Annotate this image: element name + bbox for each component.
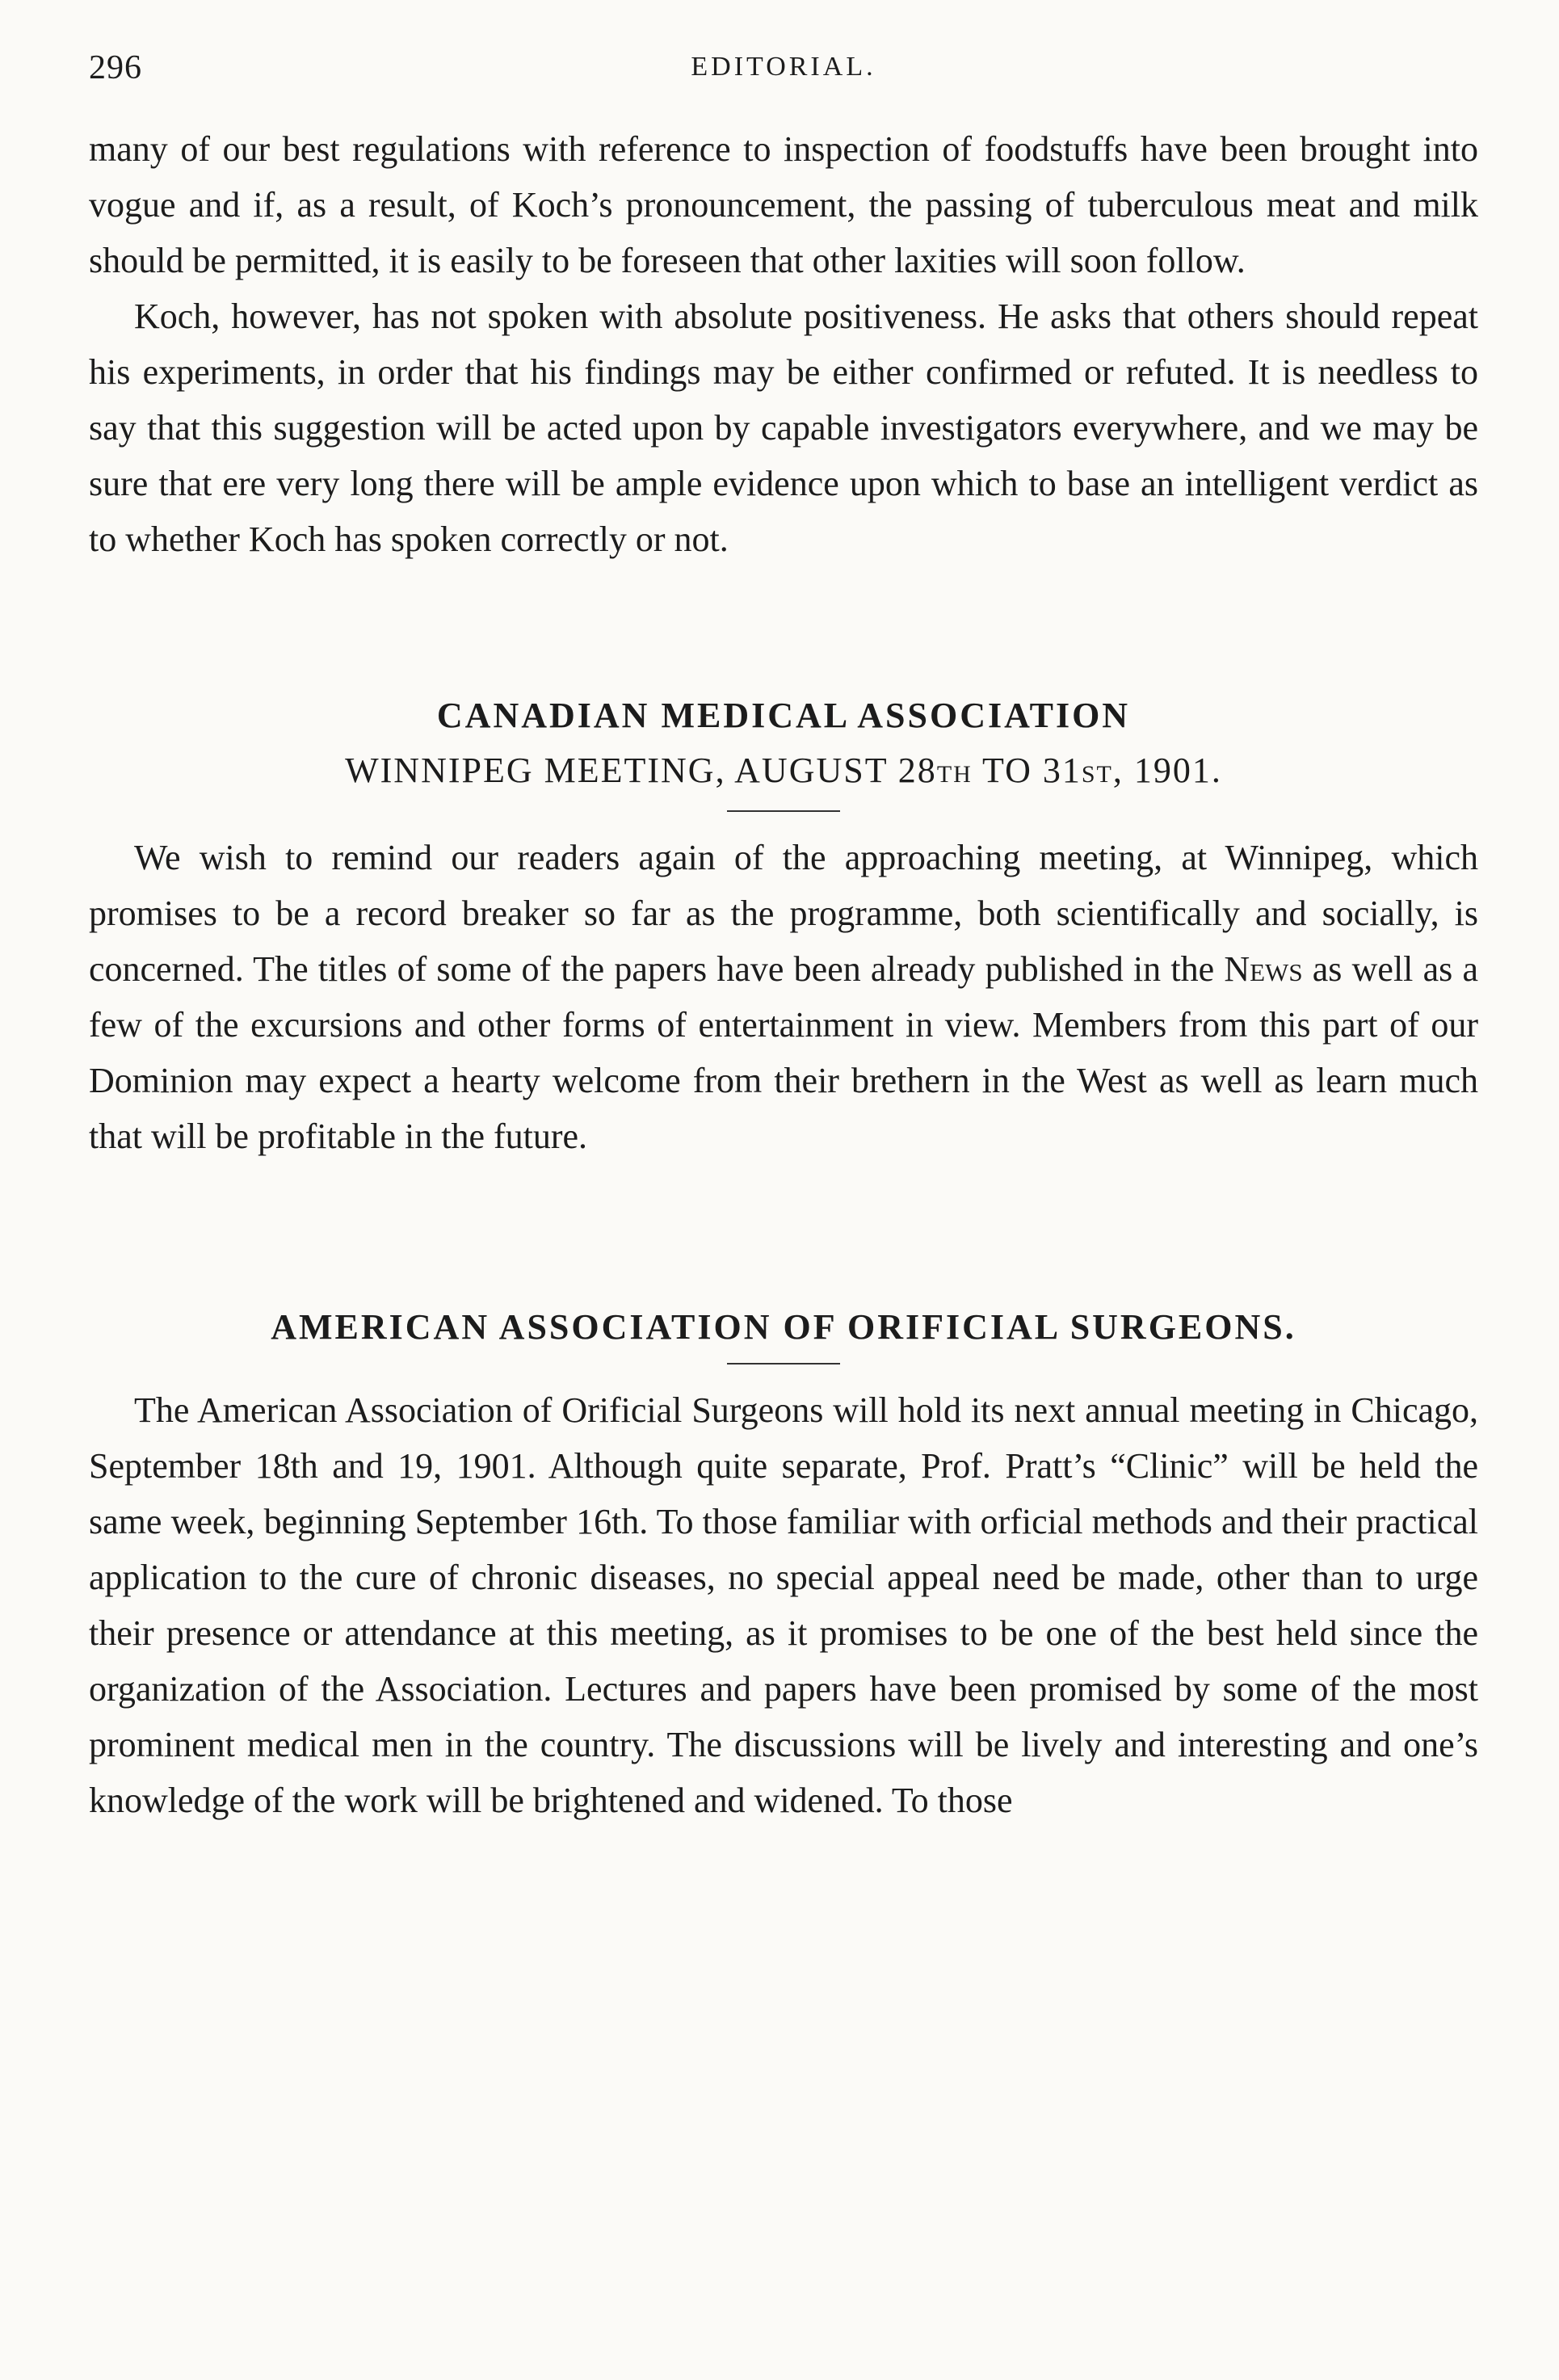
section-rule — [727, 1363, 840, 1365]
subtitle-prefix: WINNIPEG MEETING, AUGUST 28 — [345, 751, 937, 790]
section-spacer — [89, 1164, 1478, 1300]
article-body — [89, 121, 1478, 1828]
american-section-title: AMERICAN ASSOCIATION OF ORIFICIAL SURGEONS. — [271, 1307, 1296, 1347]
page-header — [89, 48, 1478, 97]
koch-paragraph-2: Koch, however, has not spoken with absolute positiveness. He asks that others should repeat his experiments, in order that his findings may be either confirmed or refuted. It is needless to say that this suggestion will be acted upon by capable investigators everywhere, and we may be sure that ere very long there will be ample evidence upon which to base an intelligent verdict as to whether Koch has spoken correctly or not. — [89, 296, 1478, 559]
subtitle-ordinal-th: TH — [936, 761, 973, 788]
american-section — [89, 1300, 1478, 1828]
canadian-section — [89, 688, 1478, 1164]
koch-paragraph-1: many of our best regulations with reference to inspection of foodstuffs have been brought into vogue and if, as a result, of Koch’s pronouncement, the passing of tuberculous meat and milk should be permitted, it is easily to be foreseen that other laxities will soon follow. — [89, 129, 1478, 280]
subtitle-suffix: , 1901. — [1112, 751, 1222, 790]
canadian-section-subtitle — [89, 743, 1478, 802]
running-head: EDITORIAL. — [691, 52, 876, 82]
section-spacer — [89, 567, 1478, 688]
canadian-section-title: CANADIAN MEDICAL ASSOCIATION — [436, 696, 1131, 735]
canadian-paragraph — [89, 830, 1478, 1164]
news-word: News — [1224, 949, 1303, 989]
subtitle-middle: TO 31 — [972, 751, 1082, 790]
canadian-paragraph-part-1: We wish to remind our readers again of the approaching meeting, at Winnipeg, which promises to be a record breaker so far as the programme, both scientifically and socially, is concerned. The titles of some of the papers have been already published in the — [89, 838, 1478, 989]
page-number: 296 — [89, 49, 142, 86]
canadian-paragraph-part-2: as well as a few of the excursions and other forms of entertainment in view. Members from this part of our Dominion may expect a hearty welcome from their brethern in the West as well as learn much that will be profitable in the future. — [89, 949, 1479, 1156]
american-paragraph: The American Association of Orificial Surgeons will hold its next annual meeting in Chicago, September 18th and 19, 1901. Although quite separate, Prof. Pratt’s “Clinic” will be held the same week, beginning September 16th. To those familiar with orficial methods and their practical application to the cure of chronic diseases, no special appeal need be made, other than to urge their presence or attendance at this meeting, as it promises to be one of the best held since the organization of the Association. Lectures and papers have been promised by some of the most prominent medical men in the country. The discussions will be lively and interesting and one’s knowledge of the work will be brightened and widened. To those — [89, 1390, 1478, 1820]
subtitle-ordinal-st: ST — [1081, 761, 1113, 788]
section-rule — [727, 810, 840, 812]
